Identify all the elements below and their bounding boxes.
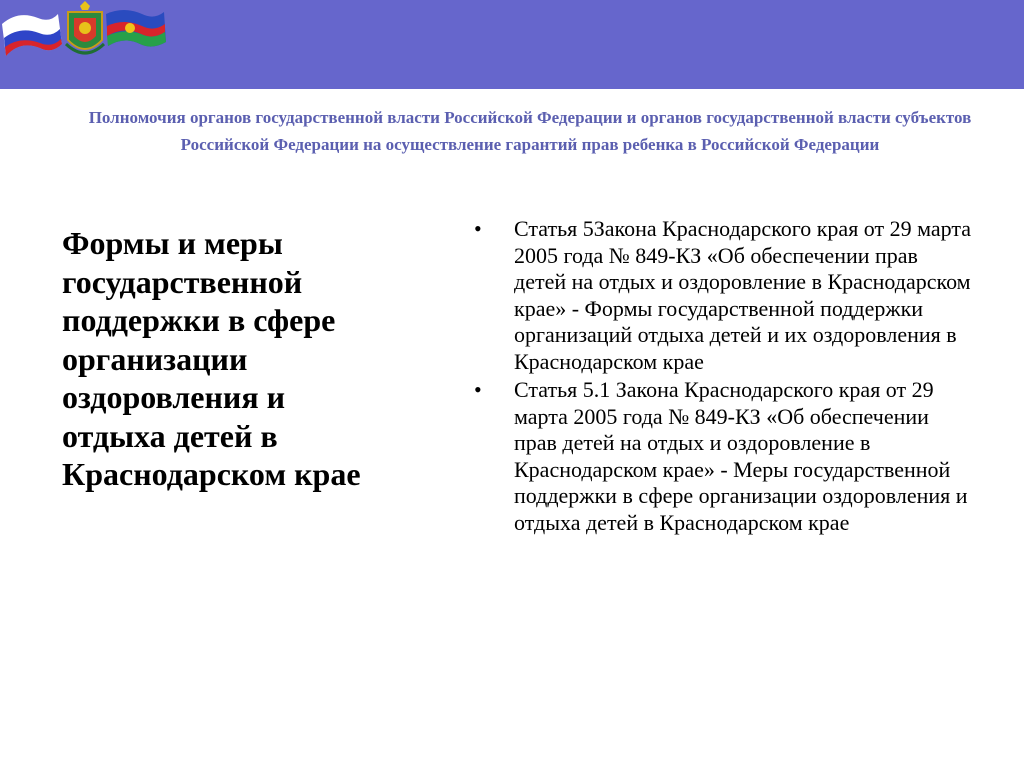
section-title: Формы и меры государственной поддержки в сфере организации оздоровления и отдыха детей в Краснодарском крае bbox=[62, 225, 361, 492]
header-band bbox=[0, 0, 1024, 89]
law-articles-list bbox=[474, 216, 974, 538]
bullet-icon: • bbox=[474, 216, 482, 241]
list-item bbox=[474, 377, 974, 536]
list-item-text: Статья 5.1 Закона Краснодарского края от 29 марта 2005 года № 849-КЗ «Об обеспечении прав детей на отдых и оздоровление в Краснодарском крае» - Меры государственной поддержки в сфере организации оздоровления и отдыха детей в Краснодарском крае bbox=[514, 377, 968, 535]
flags-coat-of-arms-icon bbox=[0, 0, 170, 66]
bullet-icon: • bbox=[474, 377, 482, 402]
slide-heading: Полномочия органов государственной власти Российской Федерации и органов государственной власти субъектов Российской Федерации на осуществление гарантий прав ребенка в Российской Федерации bbox=[88, 108, 972, 154]
list-item-text: Статья 5Закона Краснодарского края от 29 марта 2005 года № 849-КЗ «Об обеспечении прав детей на отдых и оздоровление в Краснодарском крае» - Формы государственной поддержки организаций отдыха детей и их оздоровления в Краснодарском крае bbox=[514, 216, 972, 374]
list-item bbox=[474, 216, 974, 375]
